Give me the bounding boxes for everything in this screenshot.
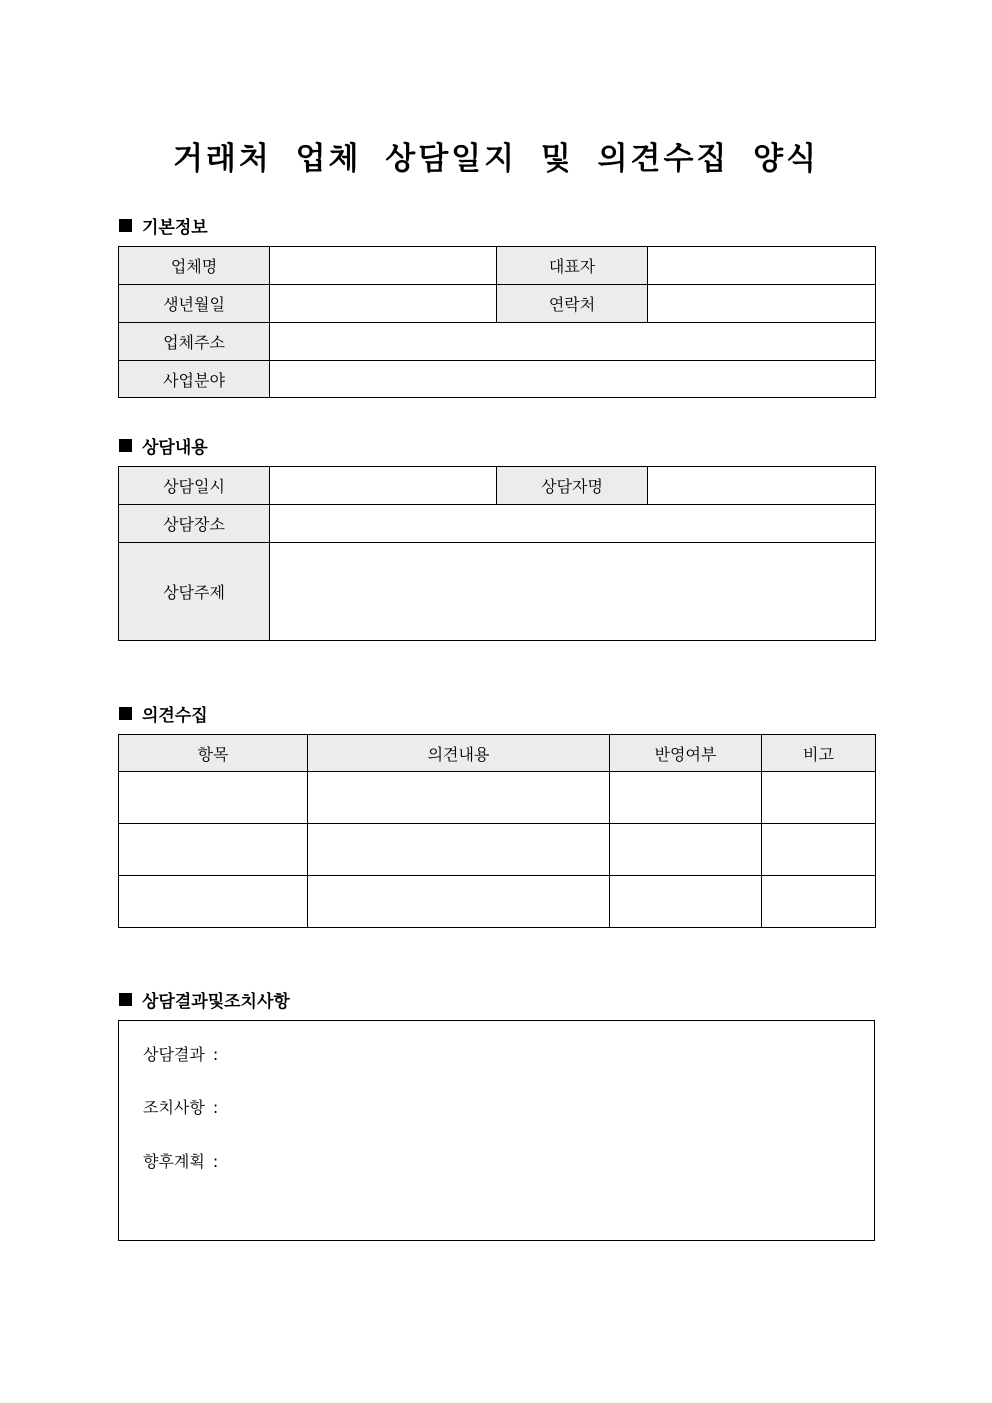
birthdate-label: 생년월일 <box>119 285 270 323</box>
table-header-row <box>119 735 876 772</box>
address-label: 업체주소 <box>119 323 270 361</box>
table-row <box>119 824 876 876</box>
table-row <box>119 323 876 361</box>
consult-datetime-field[interactable] <box>270 467 497 505</box>
result-colon: : <box>212 1045 219 1064</box>
basic-info-table <box>118 246 876 398</box>
table-row <box>119 505 876 543</box>
column-header-remarks: 비고 <box>762 735 876 772</box>
table-row <box>119 285 876 323</box>
consult-place-label: 상담장소 <box>119 505 270 543</box>
birthdate-field[interactable] <box>270 285 497 323</box>
table-row <box>119 772 876 824</box>
address-field[interactable] <box>270 323 876 361</box>
consultation-heading-text: 상담내용 <box>142 438 208 458</box>
business-field-field[interactable] <box>270 361 876 398</box>
opinion-item-cell[interactable] <box>119 824 308 876</box>
square-bullet-icon <box>119 219 132 232</box>
square-bullet-icon <box>119 707 132 720</box>
square-bullet-icon <box>119 439 132 452</box>
table-row <box>119 467 876 505</box>
future-plan-colon: : <box>212 1152 219 1171</box>
consultation-table <box>118 466 876 641</box>
opinion-item-cell[interactable] <box>119 772 308 824</box>
opinion-remarks-cell[interactable] <box>762 772 876 824</box>
consult-topic-field[interactable] <box>270 543 876 641</box>
action-colon: : <box>212 1098 219 1117</box>
opinion-remarks-cell[interactable] <box>762 876 876 928</box>
consult-topic-label: 상담주제 <box>119 543 270 641</box>
company-name-field[interactable] <box>270 247 497 285</box>
action-line <box>143 1095 218 1118</box>
basic-info-heading-text: 기본정보 <box>142 218 208 238</box>
result-line <box>143 1042 218 1065</box>
business-field-label: 사업분야 <box>119 361 270 398</box>
basic-info-heading <box>119 213 208 238</box>
opinions-heading-text: 의견수집 <box>142 706 208 726</box>
opinion-content-cell[interactable] <box>308 876 610 928</box>
representative-label: 대표자 <box>497 247 648 285</box>
contact-label: 연락처 <box>497 285 648 323</box>
company-name-label: 업체명 <box>119 247 270 285</box>
column-header-opinion: 의견내용 <box>308 735 610 772</box>
page-title: 거래처 업체 상담일지 및 의견수집 양식 <box>172 141 820 177</box>
consult-place-field[interactable] <box>270 505 876 543</box>
contact-field[interactable] <box>648 285 876 323</box>
opinion-remarks-cell[interactable] <box>762 824 876 876</box>
opinion-content-cell[interactable] <box>308 772 610 824</box>
result-label: 상담결과 <box>143 1045 205 1064</box>
opinion-applied-cell[interactable] <box>610 824 762 876</box>
table-row <box>119 247 876 285</box>
column-header-item: 항목 <box>119 735 308 772</box>
results-box[interactable] <box>118 1020 875 1241</box>
opinion-item-cell[interactable] <box>119 876 308 928</box>
consultation-heading <box>119 433 208 458</box>
counselor-name-field[interactable] <box>648 467 876 505</box>
action-label: 조치사항 <box>143 1098 205 1117</box>
opinions-heading <box>119 701 208 726</box>
representative-field[interactable] <box>648 247 876 285</box>
counselor-name-label: 상담자명 <box>497 467 648 505</box>
column-header-applied: 반영여부 <box>610 735 762 772</box>
square-bullet-icon <box>119 993 132 1006</box>
future-plan-label: 향후계획 <box>143 1152 205 1171</box>
results-heading-text: 상담결과및조치사항 <box>142 992 290 1012</box>
table-row <box>119 876 876 928</box>
opinion-applied-cell[interactable] <box>610 772 762 824</box>
opinion-applied-cell[interactable] <box>610 876 762 928</box>
future-plan-line <box>143 1149 218 1172</box>
table-row <box>119 543 876 641</box>
consult-datetime-label: 상담일시 <box>119 467 270 505</box>
results-heading <box>119 987 290 1012</box>
table-row <box>119 361 876 398</box>
opinions-table <box>118 734 876 928</box>
opinion-content-cell[interactable] <box>308 824 610 876</box>
